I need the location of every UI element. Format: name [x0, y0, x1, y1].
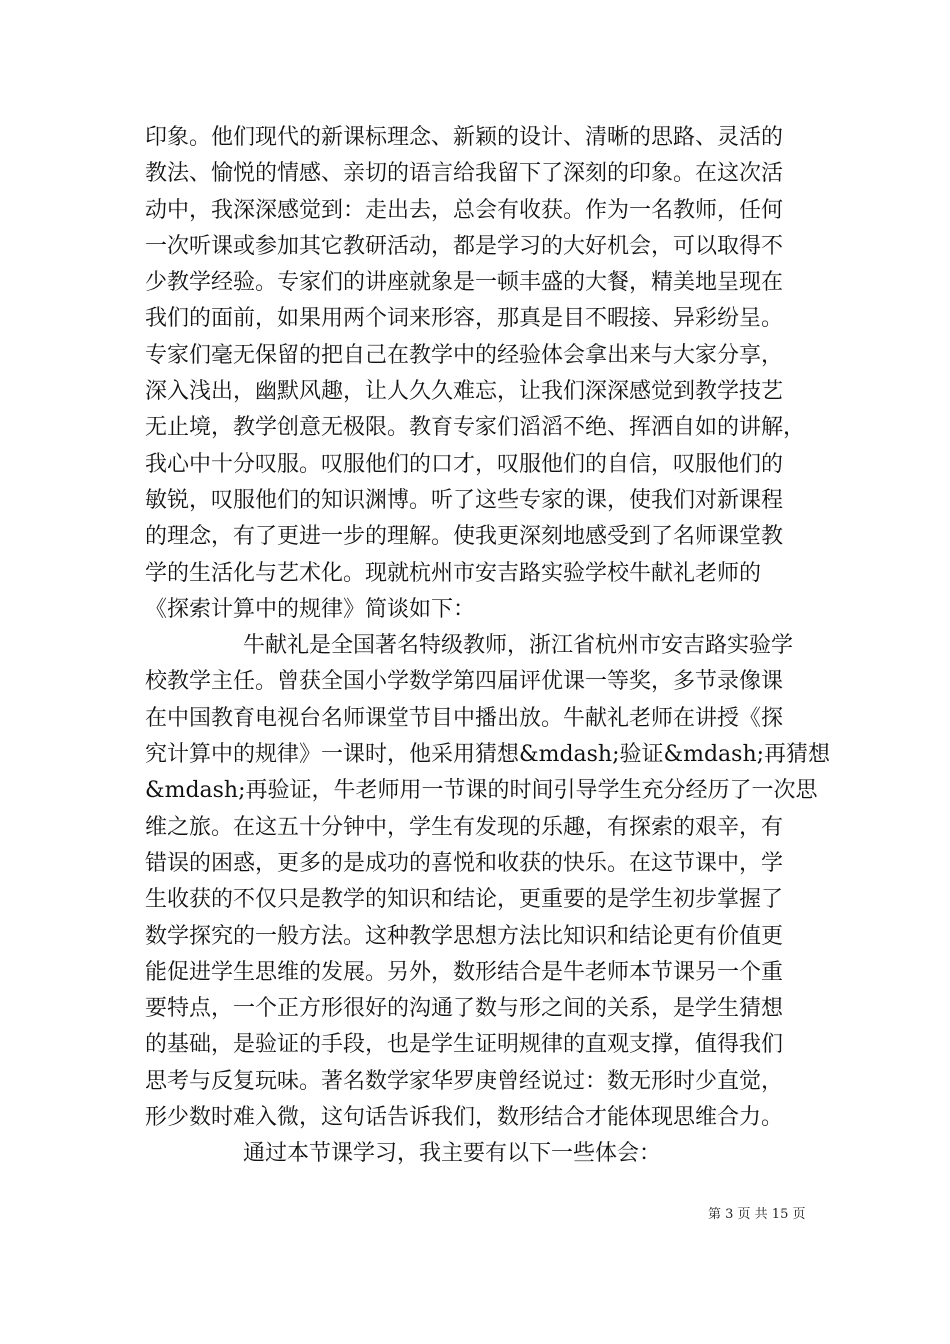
- text-line: 专家们毫无保留的把自己在教学中的经验体会拿出来与大家分享，: [145, 342, 784, 368]
- text-line: &mdash;再验证，牛老师用一节课的时间引导学生充分经历了一次思: [145, 778, 818, 804]
- text-line: 维之旅。在这五十分钟中，学生有发现的乐趣，有探索的艰辛，有: [145, 814, 784, 840]
- text-line: 深入浅出，幽默风趣，让人久久难忘，让我们深深感觉到教学技艺: [145, 379, 784, 405]
- text-line: 思考与反复玩味。著名数学家华罗庚曾经说过：数无形时少直觉，: [145, 1068, 784, 1094]
- text-line: 动中，我深深感觉到：走出去，总会有收获。作为一名教师，任何: [145, 197, 784, 223]
- text-line: 要特点，一个正方形很好的沟通了数与形之间的关系，是学生猜想: [145, 996, 784, 1022]
- text-line: 的理念，有了更进一步的理解。使我更深刻地感受到了名师课堂教: [145, 524, 784, 550]
- text-line: 印象。他们现代的新课标理念、新颖的设计、清晰的思路、灵活的: [145, 125, 784, 150]
- text-line: 我们的面前，如果用两个词来形容，那真是目不暇接、异彩纷呈。: [145, 306, 784, 332]
- text-line: 无止境，教学创意无极限。教育专家们滔滔不绝、挥洒自如的讲解，: [145, 415, 806, 441]
- text-line: 我心中十分叹服。叹服他们的口才，叹服他们的自信，叹服他们的: [145, 451, 784, 477]
- body-text: [145, 120, 831, 1173]
- text-line: 一次听课或参加其它教研活动，都是学习的大好机会，可以取得不: [145, 233, 784, 259]
- paragraph-start-line: 牛献礼是全国著名特级教师，浙江省杭州市安吉路实验学: [243, 633, 794, 659]
- text-line: 在中国教育电视台名师课堂节目中播出放。牛献礼老师在讲授《探: [145, 705, 784, 731]
- text-line: 数学探究的一般方法。这种教学思想方法比知识和结论更有价值更: [145, 923, 784, 949]
- text-line: 学的生活化与艺术化。现就杭州市安吉路实验学校牛献礼老师的: [145, 560, 762, 586]
- text-line: 《探索计算中的规律》简谈如下：: [145, 596, 476, 622]
- text-line: 校教学主任。曾获全国小学数学第四届评优课一等奖，多节录像课: [145, 669, 784, 695]
- paragraph-start-line: 通过本节课学习，我主要有以下一些体会：: [243, 1141, 662, 1167]
- text-line: 错误的困惑，更多的是成功的喜悦和收获的快乐。在这节课中，学: [145, 850, 784, 876]
- text-line: 少教学经验。专家们的讲座就象是一顿丰盛的大餐，精美地呈现在: [145, 270, 784, 296]
- text-line: 教法、愉悦的情感、亲切的语言给我留下了深刻的印象。在这次活: [145, 161, 784, 187]
- page-number-footer: 第 3 页 共 15 页: [708, 1207, 806, 1222]
- text-line: 的基础，是验证的手段，也是学生证明规律的直观支撑，值得我们: [145, 1032, 784, 1058]
- text-line: 究计算中的规律》一课时，他采用猜想&mdash;验证&mdash;再猜想: [145, 742, 831, 768]
- text-line: 敏锐，叹服他们的知识渊博。听了这些专家的课，使我们对新课程: [145, 487, 784, 513]
- text-line: 生收获的不仅只是教学的知识和结论，更重要的是学生初步掌握了: [145, 887, 784, 913]
- text-line: 形少数时难入微，这句话告诉我们，数形结合才能体现思维合力。: [145, 1105, 784, 1131]
- text-line: 能促进学生思维的发展。另外，数形结合是牛老师本节课另一个重: [145, 959, 784, 985]
